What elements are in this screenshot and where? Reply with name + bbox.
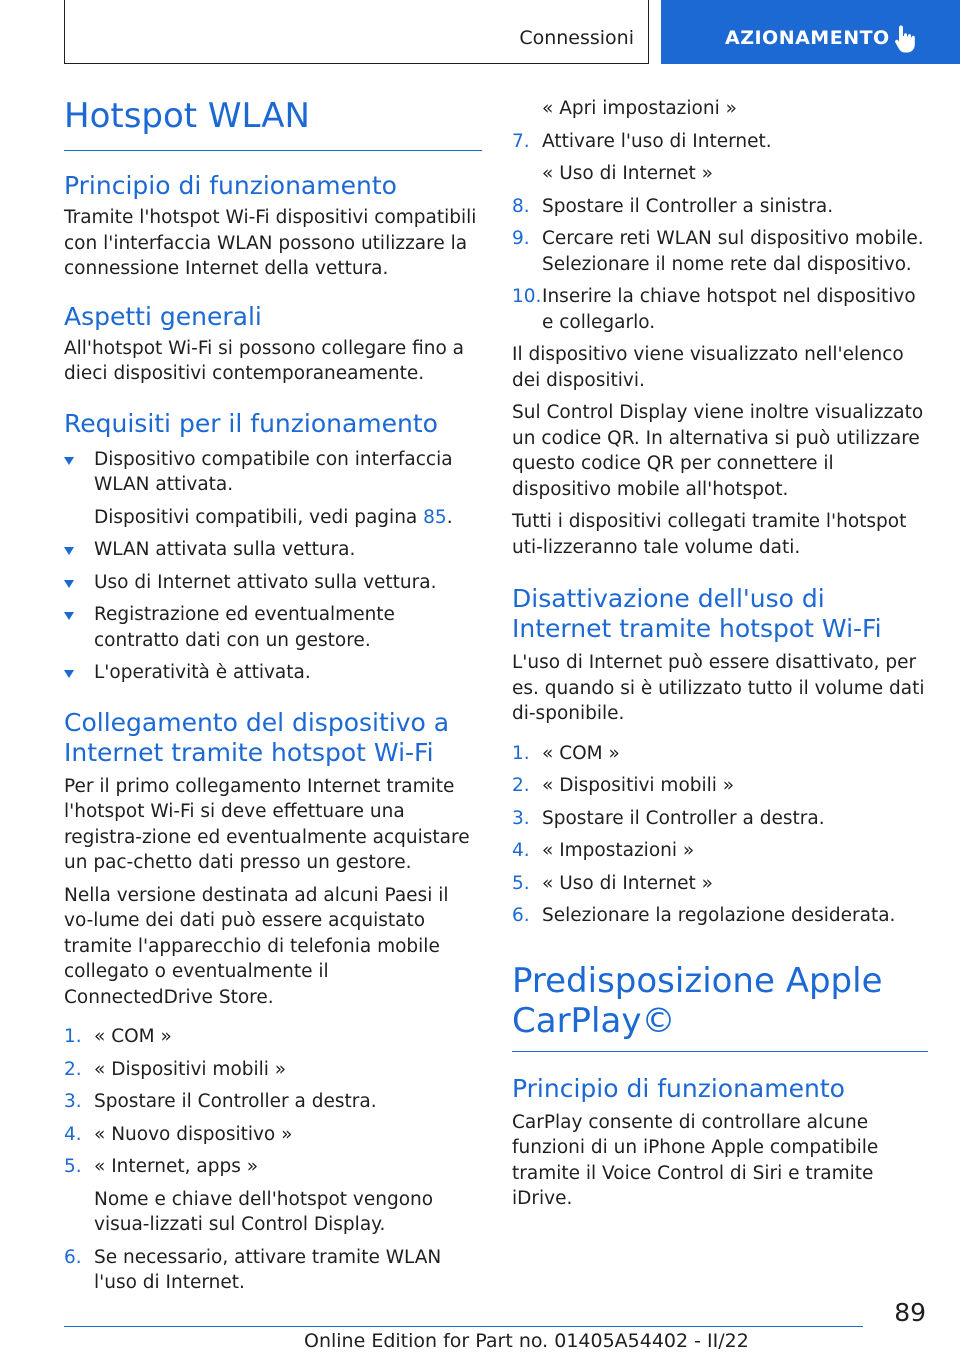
paragraph-result-3: Tutti i dispositivi collegati tramite l'hotspot uti-lizzeranno tale volume dati. — [512, 511, 907, 558]
list-item: Registrazione ed eventualmente contratto dati con un gestore. — [64, 602, 482, 653]
heading-carplay-principle: Principio di funzionamento — [512, 1073, 845, 1103]
pointing-hand-icon — [893, 24, 917, 54]
section-tab — [64, 0, 649, 64]
connect-steps — [64, 1024, 482, 1296]
paragraph-carplay: CarPlay consente di controllare alcune funzioni di un iPhone Apple compatibile tramite il Voice Control di Siri e tramite iDrive. — [512, 1111, 879, 1209]
step-item: 10. Inserire la chiave hotspot nel dispositivo e collegarlo. — [512, 286, 916, 333]
paragraph-connect-2: Nella versione destinata ad alcuni Paesi il vo-lume dei dati può essere acquistato tramite l'apparecchio di telefonia mobile collegato o eventualmente il ConnectedDrive Store. — [64, 884, 449, 1008]
heading-connect: Collegamento del dispositivo a Internet tramite hotspot Wi-Fi — [64, 707, 450, 767]
step-item: 4. « Impostazioni » — [512, 840, 695, 861]
triangle-bullet-icon — [64, 670, 74, 678]
step-item: 6. Selezionare la regolazione desiderata. — [512, 905, 896, 926]
step-note: « Apri impostazioni » — [542, 98, 737, 119]
triangle-bullet-icon — [64, 457, 74, 465]
step-item: 5. « Internet, apps » Nome e chiave dell'hotspot vengono visua-lizzati sul Control Display. — [64, 1154, 482, 1238]
step-item: 2. « Dispositivi mobili » — [64, 1058, 287, 1080]
triangle-bullet-icon — [64, 612, 74, 620]
step-item: 5. « Uso di Internet » — [512, 872, 713, 894]
subnote: Dispositivi compatibili, vedi pagina 85. — [94, 506, 453, 528]
step-item: 3. Spostare il Controller a destra. — [64, 1091, 377, 1112]
step-item: 3. Spostare il Controller a destra. — [512, 807, 825, 829]
heading-general: Aspetti generali — [64, 301, 262, 331]
step-item: 6. Se necessario, attivare tramite WLAN l'uso di Internet. — [64, 1246, 442, 1293]
step-item: 4. « Nuovo dispositivo » — [64, 1123, 293, 1145]
connect-steps-continued — [512, 129, 928, 336]
step-item: 2. « Dispositivi mobili » — [512, 775, 735, 796]
right-column — [512, 96, 928, 1212]
paragraph-result-1: Il dispositivo viene visualizzato nell'elenco dei dispositivi. — [512, 344, 904, 391]
paragraph-principle: Tramite l'hotspot Wi-Fi dispositivi compatibili con l'interfaccia WLAN possono utilizzare la connessione Internet della vettura. — [64, 207, 477, 279]
footer-divider — [64, 1326, 863, 1327]
step-item: 1. « COM » — [512, 742, 620, 764]
chapter-tab — [661, 0, 960, 64]
heading-deactivate: Disattivazione dell'uso di Internet tramite hotspot Wi-Fi — [512, 584, 882, 643]
footer-edition: Online Edition for Part no. 01405A54402 - II/22 — [304, 1330, 749, 1352]
triangle-bullet-icon — [64, 580, 74, 588]
page-number: 89 — [894, 1298, 926, 1327]
step-item: 8. Spostare il Controller a sinistra. — [512, 195, 834, 217]
list-item: L'operatività è attivata. — [64, 660, 482, 686]
paragraph-general: All'hotspot Wi-Fi si possono collegare fino a dieci dispositivi contemporaneamente. — [64, 337, 465, 384]
step-item: 7. Attivare l'uso di Internet. « Uso di Internet » — [512, 129, 928, 187]
deactivate-steps — [512, 741, 928, 929]
page-link[interactable]: 85 — [423, 506, 447, 528]
step-note: Nome e chiave dell'hotspot vengono visua-lizzati sul Control Display. — [94, 1188, 434, 1235]
page-header — [0, 0, 960, 66]
list-item: WLAN attivata sulla vettura. — [64, 537, 482, 563]
step-item: 1. « COM » — [64, 1026, 172, 1047]
paragraph-deactivate: L'uso di Internet può essere disattivato, per es. quando si è utilizzato tutto il volume dati di-sponibile. — [512, 652, 925, 724]
left-column — [64, 96, 482, 1296]
page-title: Hotspot WLAN — [64, 96, 482, 151]
carplay-title: Predisposizione Apple CarPlay© — [512, 961, 928, 1052]
list-item: Uso di Internet attivato sulla vettura. — [64, 570, 482, 596]
list-item: Dispositivo compatibile con interfaccia WLAN attivata. Dispositivi compatibili, vedi pagina 85. — [64, 447, 482, 531]
heading-principle: Principio di funzionamento — [64, 171, 397, 200]
triangle-bullet-icon — [64, 547, 74, 555]
step-item: 9. Cercare reti WLAN sul dispositivo mobile. Selezionare il nome rete dal dispositivo. — [512, 228, 924, 275]
paragraph-connect-1: Per il primo collegamento Internet tramite l'hotspot Wi-Fi si deve effettuare una registra-zione ed eventualmente acquistare un pac-chetto dati presso un gestore. — [64, 775, 470, 873]
paragraph-result-2: Sul Control Display viene inoltre visualizzato un codice QR. In alternativa si può utilizzare questo codice QR per connettere il dispositivo mobile all'hotspot. — [512, 402, 924, 500]
requirements-list — [64, 447, 482, 686]
step-note: « Uso di Internet » — [542, 163, 713, 184]
chapter-title: AZIONAMENTO — [725, 27, 890, 49]
section-title: Connessioni — [519, 27, 634, 49]
heading-requirements: Requisiti per il funzionamento — [64, 408, 438, 438]
